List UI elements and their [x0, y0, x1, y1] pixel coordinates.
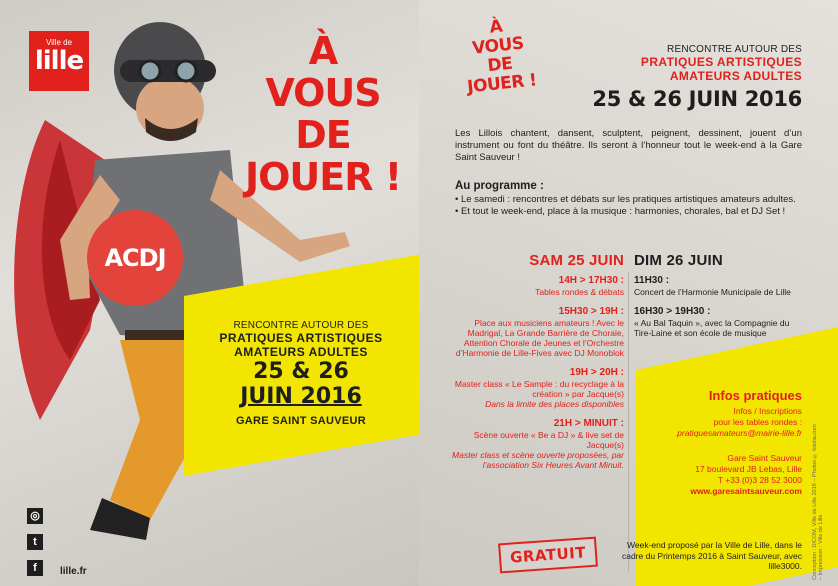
- right-header: [548, 44, 802, 111]
- title-line: DE: [295, 113, 351, 157]
- sunday-column: [634, 252, 804, 346]
- programme-item: • Et tout le week-end, place à la musique : harmonies, chorales, bal et DJ Set !: [455, 206, 786, 217]
- event-time: 15H30 > 19H :: [558, 306, 624, 317]
- band-line1: PRATIQUES ARTISTIQUES: [219, 331, 383, 345]
- infos-sub: Infos / Inscriptions: [733, 406, 802, 416]
- event-text: Tables rondes & débats: [535, 287, 624, 297]
- programme-title: Au programme :: [455, 180, 544, 192]
- event-item: [448, 274, 624, 297]
- programme-item: • Le samedi : rencontres et débats sur les pratiques artistiques amateurs adultes.: [455, 194, 796, 205]
- column-divider: [628, 272, 629, 572]
- infos-url[interactable]: www.garesaintsauveur.com: [690, 486, 802, 496]
- header-dates: 25 & 26 JUIN 2016: [592, 87, 802, 111]
- band-kicker: RENCONTRE AUTOUR DES: [233, 320, 369, 331]
- practical-info: [640, 388, 802, 497]
- logo-big-text: lille: [34, 46, 84, 76]
- header-line2: AMATEURS ADULTES: [669, 69, 802, 83]
- event-time: 14H > 17H30 :: [558, 275, 624, 286]
- event-note: Dans la limite des places disponibles: [485, 399, 624, 409]
- event-item: [448, 305, 624, 358]
- infos-tables: pour les tables rondes :: [713, 417, 802, 427]
- footer-note: Week-end proposé par la Ville de Lille, dans le cadre du Printemps 2016 à Saint Sauveur, avec lille3000.: [621, 540, 802, 571]
- infos-phone: T +33 (0)3 28 52 3000: [717, 475, 802, 485]
- social-links: [27, 508, 43, 586]
- band-date-line1: 25 & 26: [253, 359, 349, 384]
- credit-text: Conception : DICOM, Ville de Lille 2016 – Photos © fotolia.com – Impression : Ville de Lille: [812, 424, 824, 580]
- acdj-badge: ACDJ: [87, 210, 183, 306]
- infos-spacer: [640, 439, 802, 453]
- gratuit-stamp: GRATUIT: [498, 537, 598, 574]
- right-title-line: À: [488, 16, 504, 38]
- header-kicker: RENCONTRE AUTOUR DES: [667, 44, 802, 55]
- event-item: [634, 305, 804, 338]
- sunday-heading: DIM 26 JUIN: [634, 252, 723, 269]
- event-time: 11H30 :: [634, 275, 670, 286]
- saturday-heading: SAM 25 JUIN: [529, 252, 624, 269]
- event-text: « Au Bal Taquin », avec la Compagnie du Tire-Laine et son école de musique: [634, 318, 790, 338]
- event-note: Master class et scène ouverte proposées, par l’association Six Heures Avant Minuit.: [452, 450, 624, 470]
- right-title: [450, 14, 547, 99]
- event-time: 21H > MINUIT :: [553, 418, 624, 429]
- band-date-line2: JUIN 2016: [240, 384, 362, 409]
- ville-de-lille-logo: [29, 31, 89, 91]
- twitter-icon[interactable]: t: [27, 534, 43, 550]
- logo-small-text: Ville de: [45, 38, 73, 47]
- intro-paragraph: Les Lillois chantent, dansent, sculptent, peignent, dessinent, jouent d’un instrument ou font du théâtre. Ils seront à l’honneur tout le week-end à la Gare Saint Sauveur !: [455, 128, 802, 163]
- event-text: Place aux musiciens amateurs ! Avec le Madrigal, La Grande Barrière de Chorale, Attention Chorale de Jeunes et l’Orchestre d’Harmonie de Lille-Fives avec DJ Monoblok: [455, 318, 624, 358]
- programme-list: [455, 194, 802, 218]
- event-text: Scène ouverte « Be a DJ » & live set de Jacque(s): [473, 430, 624, 450]
- right-title-line: JOUER !: [466, 70, 538, 98]
- right-title-line: DE: [486, 53, 514, 77]
- title-line: À: [308, 29, 338, 73]
- saturday-column: [448, 252, 624, 478]
- band-place: GARE SAINT SAUVEUR: [235, 415, 367, 427]
- infos-venue: Gare Saint Sauveur: [727, 453, 802, 463]
- event-item: [634, 274, 804, 297]
- facebook-icon[interactable]: f: [27, 560, 43, 576]
- band-info: [206, 320, 396, 427]
- instagram-icon[interactable]: ◎: [27, 508, 43, 524]
- event-time: 16H30 > 19H30 :: [634, 306, 711, 317]
- infos-title: Infos pratiques: [708, 388, 802, 403]
- title-line: JOUER !: [244, 155, 402, 199]
- infos-address: 17 boulevard JB Lebas, Lille: [695, 464, 802, 474]
- site-link[interactable]: lille.fr: [60, 566, 87, 577]
- main-title: [228, 30, 418, 198]
- title-line: VOUS: [265, 71, 381, 115]
- event-text: Concert de l’Harmonie Municipale de Lille: [634, 287, 791, 297]
- band-line2: AMATEURS ADULTES: [234, 345, 368, 359]
- event-item: [448, 366, 624, 409]
- event-time: 19H > 20H :: [569, 367, 624, 378]
- infos-email[interactable]: pratiquesamateurs@mairie-lille.fr: [677, 428, 802, 438]
- event-item: [448, 417, 624, 470]
- event-text: Master class « Le Sample : du recyclage à la création » par Jacque(s): [454, 379, 624, 399]
- right-title-line: VOUS: [471, 33, 525, 59]
- header-line1: PRATIQUES ARTISTIQUES: [640, 55, 802, 69]
